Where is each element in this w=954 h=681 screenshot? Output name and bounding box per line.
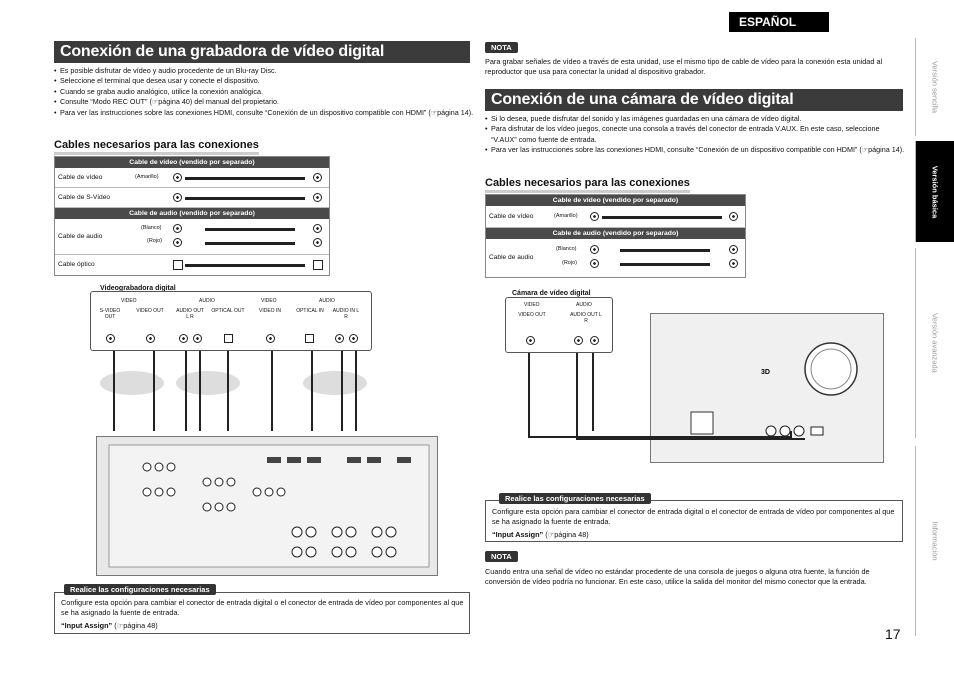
tab-label: Versión sencilla: [930, 60, 940, 114]
jack-label: AUDIO IN L R: [332, 308, 360, 320]
left-bullet: • Cuando se graba audio analógico, utilice la conexión analógica.: [54, 87, 474, 97]
rca-jack-icon: [193, 334, 202, 343]
left-device-panel: [90, 291, 372, 351]
right-cables-heading: Cables necesarios para las conexiones: [485, 177, 690, 193]
settings-ref-bold: “Input Assign”: [61, 621, 113, 630]
rca-jack-icon: [526, 336, 535, 345]
row-label: Cable de audio: [58, 233, 103, 240]
left-row-optical: [55, 255, 329, 276]
row-color: (Blanco): [141, 225, 162, 231]
group-label: VIDEO: [121, 298, 137, 304]
group-label: VIDEO: [261, 298, 277, 304]
row-color: (Amarillo): [554, 213, 578, 219]
cable-line: [185, 197, 305, 200]
rca-jack-icon: [179, 334, 188, 343]
jack-label: VIDEO IN: [259, 308, 281, 314]
right-bullet: • Para disfrutar de los vídeo juegos, conecte una consola a través del conector de entrada V.AUX. En este caso, seleccione “V.AUX” como fuente de entrada.: [485, 124, 905, 145]
row-color: (Blanco): [556, 246, 577, 252]
jack-label: VIDEO OUT: [136, 308, 164, 314]
right-cable-drawing: [505, 353, 815, 443]
right-nota2-pill: NOTA: [485, 551, 518, 562]
right-row-video: [486, 206, 745, 228]
rca-jack-icon: [313, 224, 322, 233]
svideo-jack-icon: [173, 193, 182, 202]
rca-jack-icon: [173, 238, 182, 247]
rca-jack-icon: [146, 334, 155, 343]
rca-jack-icon: [729, 259, 738, 268]
right-bullet: • Si lo desea, puede disfrutar del sonido y las imágenes guardadas en una cámara de vídeo digital.: [485, 114, 905, 124]
right-cable-table: [485, 194, 746, 278]
rca-jack-icon: [590, 245, 599, 254]
left-row-video: [55, 168, 329, 188]
tab-label: Versión básica: [930, 165, 940, 218]
right-device-label: Cámara de vídeo digital: [512, 290, 591, 297]
right-bullet: • Para ver las instrucciones sobre las conexiones HDMI, consulte “Conexión de un dispositivo compatible con HDMI” (☞página 14).: [485, 145, 905, 155]
left-settings-pill: Realice las configuraciones necesarias: [64, 584, 216, 595]
jack-label: OPTICAL IN: [296, 308, 324, 314]
right-section-title: Conexión de una cámara de vídeo digital: [485, 89, 903, 111]
jack-label: VIDEO OUT: [518, 312, 546, 318]
row-label: Cable de audio: [489, 254, 534, 261]
group-label: AUDIO: [576, 302, 592, 308]
left-row-svideo: [55, 188, 329, 208]
settings-ref-page: (☞página 48): [545, 530, 589, 539]
left-row-audio: [55, 219, 329, 255]
row-color: (Amarillo): [135, 174, 159, 180]
rca-jack-icon: [729, 245, 738, 254]
cable-line: [620, 249, 710, 252]
right-device-panel: [505, 297, 613, 353]
jack-label: AUDIO OUT L R: [570, 312, 602, 324]
left-device-label: Videograbadora digital: [100, 285, 176, 292]
rca-jack-icon: [335, 334, 344, 343]
group-label: AUDIO: [199, 298, 215, 304]
left-bullet: • Seleccione el terminal que desea usar y conecte el dispositivo.: [54, 76, 474, 86]
right-bullet-list: [485, 114, 905, 156]
left-audio-cable-header: Cable de audio (vendido por separado): [55, 208, 329, 219]
rca-jack-icon: [590, 259, 599, 268]
tab-version-avanzada[interactable]: [915, 248, 954, 438]
left-bullet-list: [54, 66, 474, 118]
rca-jack-icon: [574, 336, 583, 345]
left-cables-heading: Cables necesarios para las conexiones: [54, 139, 259, 155]
rca-jack-icon: [313, 238, 322, 247]
row-label: Cable de vídeo: [58, 174, 103, 181]
left-settings-box: [54, 592, 470, 634]
rca-jack-icon: [266, 334, 275, 343]
settings-ref-bold: “Input Assign”: [492, 530, 544, 539]
right-row-audio: [486, 239, 745, 277]
settings-ref-page: (☞página 48): [114, 621, 158, 630]
rca-jack-icon: [173, 224, 182, 233]
left-settings-ref: [61, 621, 158, 631]
row-label: Cable de vídeo: [489, 213, 534, 220]
svideo-jack-icon: [313, 193, 322, 202]
cable-line: [185, 177, 305, 180]
optical-jack-icon: [224, 334, 233, 343]
rca-jack-icon: [729, 212, 738, 221]
right-audio-cable-header: Cable de audio (vendido por separado): [486, 228, 745, 239]
left-section-title: Conexión de una grabadora de vídeo digital: [54, 41, 470, 63]
row-color: (Rojo): [147, 238, 162, 244]
right-settings-box: [485, 500, 903, 542]
cable-line: [620, 263, 710, 266]
rca-jack-icon: [590, 212, 599, 221]
left-bullet: • Consulte “Modo REC OUT” (☞página 40) del manual del propietario.: [54, 97, 474, 107]
svideo-jack-icon: [106, 334, 115, 343]
receiver-back-panel: [96, 436, 438, 576]
left-settings-text: Configure esta opción para cambiar el conector de entrada digital o el conector de entrada de vídeo por componentes al que se ha asignado la fuente de entrada.: [61, 598, 464, 618]
page-number: 17: [885, 626, 901, 642]
row-color: (Rojo): [562, 260, 577, 266]
tab-label: Información: [930, 521, 940, 561]
right-settings-text: Configure esta opción para cambiar el conector de entrada digital o el conector de entrada de vídeo por componentes al que se ha asignado la fuente de entrada.: [492, 507, 895, 527]
cable-line: [205, 228, 295, 231]
left-bullet: • Para ver las instrucciones sobre las conexiones HDMI, consulte “Conexión de un dispositivo compatible con HDMI” (☞página 14).: [54, 108, 474, 118]
cable-line: [602, 216, 722, 219]
right-nota-pill: NOTA: [485, 42, 518, 53]
right-nota-text: Para grabar señales de vídeo a través de esta unidad, use el mismo tipo de cable de vídeo para la conexión esta unidad al reproductor que usa para conectar la unidad al dispositivo grabador.: [485, 57, 883, 77]
left-cable-table: [54, 156, 330, 276]
cable-line: [185, 264, 305, 267]
right-nota2-text: Cuando entra una señal de vídeo no estándar procedente de una consola de juegos o alguna otra fuente, la función de conversión de vídeo podría no funcionar. En este caso, utilice la salida del monitor del mismo conector que la entrada.: [485, 567, 870, 587]
optical-jack-icon: [305, 334, 314, 343]
optical-jack-icon: [173, 260, 183, 270]
right-settings-ref: [492, 530, 589, 540]
svg-text:3D: 3D: [761, 369, 770, 376]
rca-jack-icon: [349, 334, 358, 343]
tab-label: Versión avanzada: [930, 313, 940, 373]
tab-informacion[interactable]: [915, 446, 954, 636]
left-bullet: • Es posible disfrutar de vídeo y audio procedente de un Blu-ray Disc.: [54, 66, 474, 76]
row-label: Cable óptico: [58, 261, 95, 268]
rca-jack-icon: [173, 173, 182, 182]
optical-jack-icon: [313, 260, 323, 270]
row-label: Cable de S-Vídeo: [58, 194, 111, 201]
rca-jack-icon: [590, 336, 599, 345]
jack-label: AUDIO OUT L R: [176, 308, 204, 320]
left-cable-drawing: [90, 351, 380, 436]
jack-label: OPTICAL OUT: [211, 308, 245, 314]
left-video-cable-header: Cable de vídeo (vendido por separado): [55, 157, 329, 168]
cable-line: [205, 242, 295, 245]
receiver-panel-jacks-icon: [97, 437, 437, 575]
jack-label: S-VIDEO OUT: [99, 308, 121, 320]
language-tab: ESPAÑOL: [729, 12, 829, 32]
tab-version-sencilla[interactable]: [915, 38, 954, 136]
right-settings-pill: Realice las configuraciones necesarias: [499, 493, 651, 504]
rca-jack-icon: [313, 173, 322, 182]
group-label: VIDEO: [524, 302, 540, 308]
group-label: AUDIO: [319, 298, 335, 304]
tab-version-basica[interactable]: [915, 141, 954, 242]
right-video-cable-header: Cable de vídeo (vendido por separado): [486, 195, 745, 206]
